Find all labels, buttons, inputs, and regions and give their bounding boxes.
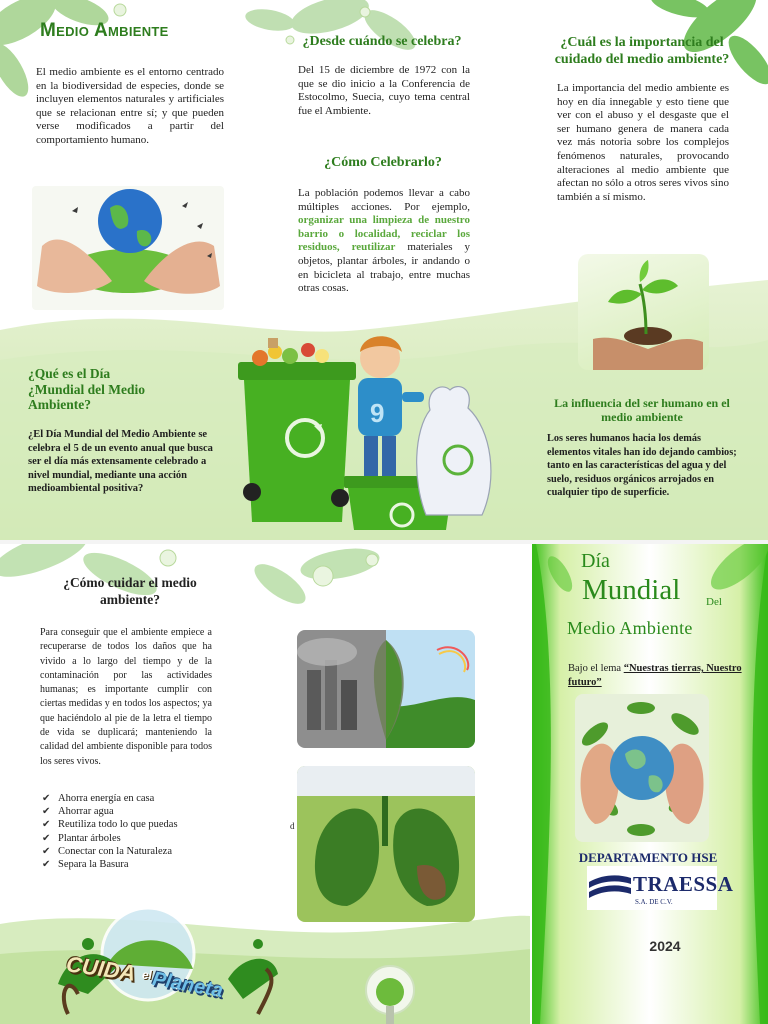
check-icon: ✔ (42, 806, 51, 818)
company-name: TRAESSA (633, 872, 734, 896)
check-icon: ✔ (42, 859, 51, 871)
since-paragraph: Del 15 de diciembre de 1972 con la que se dio inicio a la Conferencia de Estocolmo, Suecia, cuyo tema central fue el Ambiente. (298, 64, 470, 117)
plant-hands-image (578, 254, 709, 370)
check-icon: ✔ (42, 819, 51, 831)
list-item-label: Ahorrar agua (58, 806, 114, 818)
cuida-planeta-badge (66, 952, 246, 1022)
hands-earth-image (575, 694, 709, 842)
pollution-vs-nature-image (297, 630, 475, 748)
list-item (40, 805, 240, 818)
cover-year: 2024 (649, 938, 681, 954)
importance-paragraph: La importancia del medio ambiente es hoy en día innegable y esto tiene que ver con el abuso y el desgaste que el ser humano genera de manera cada vez más notoria sobre los complejos fenómenos naturales, provocando alteraciones al medio ambiente que afectan no sólo a otros seres vivos sino también a sí mismo. (557, 82, 729, 203)
svg-text:9: 9 (370, 398, 385, 428)
lightbulb-icon (362, 962, 418, 1024)
list-item (40, 845, 240, 858)
influence-heading: La influencia del ser humano en el medio ambiente (554, 396, 730, 424)
cover-title-del: Del (706, 596, 722, 608)
department-label: DEPARTAMENTO HSE (578, 850, 718, 865)
care-heading: ¿Cómo cuidar el medio ambiente? (63, 575, 197, 607)
cover-lema-prefix: Bajo el lema (568, 663, 624, 674)
forest-lungs-image (297, 766, 475, 922)
list-item-label: Conectar con la Naturaleza (58, 845, 172, 857)
list-item (40, 858, 240, 871)
company-logo (587, 866, 734, 910)
since-heading: ¿Desde cuándo se celebra? (302, 34, 462, 49)
what-paragraph: ¿El Día Mundial del Medio Ambiente se celebra el 5 de un evento anual que busca ser el día más extensamente celebrado a nivel mundial, mediante una acción medioambiental positiva? (28, 429, 213, 494)
list-item (40, 818, 240, 831)
cover-lema (568, 662, 756, 690)
badge-word-el: el (142, 968, 153, 982)
list-item-label: Separa la Basura (58, 859, 129, 871)
stray-letter: d (290, 821, 295, 831)
list-item-label: Reutiliza todo lo que puedas (58, 819, 178, 831)
list-item-label: Ahorra energía en casa (58, 793, 155, 804)
how-paragraph-start: La población podemos llevar a cabo múltiples acciones. Por ejemplo, (298, 187, 470, 213)
how-paragraph-end: materiales y objetos, plantar árboles, ir andando o en bicicleta al trabajo, entre muchas otras cosas. (298, 241, 470, 295)
list-item (40, 792, 240, 805)
badge-word-planeta: Planeta (150, 967, 225, 1003)
brochure-inside-page (0, 544, 768, 1024)
importance-heading: ¿Cuál es la importancia del cuidado del medio ambiente? (554, 35, 730, 67)
influence-paragraph: Los seres humanos hacia los demás elementos vitales han ido dejando cambios; tanto en las características del agua y del suelo, residuos orgánicos arrojados en cualquier tipo de superficie. (547, 433, 737, 499)
hands-globe-image (32, 186, 224, 310)
page-title: Medio Ambiente (40, 20, 169, 41)
check-icon: ✔ (42, 793, 51, 804)
cover-title-dia: Día (581, 550, 610, 572)
what-heading: ¿Qué es el Día ¿Mundial del Medio Ambiente? (28, 366, 146, 412)
list-item (40, 832, 240, 845)
intro-paragraph: El medio ambiente es el entorno centrado en la biodiversidad de especies, donde se incluyen elementos naturales y artificiales que se relacionan entre sí; y que pueden verse modificados a partir del comportamiento humano. (36, 66, 224, 146)
badge-word-cuida: CUIDA (64, 951, 138, 986)
cover-lema-text: “Nuestras tierras, Nuestro futuro” (568, 663, 742, 688)
how-heading: ¿Cómo Celebrarlo? (324, 155, 442, 170)
recycling-illustration (230, 330, 500, 530)
company-sub: S.A. DE C.V. (635, 898, 673, 906)
cover-title-medio: Medio Ambiente (567, 618, 693, 638)
cover-title-mundial: Mundial (582, 574, 681, 606)
care-paragraph: Para conseguir que el ambiente empiece a recuperarse de todos los daños que ha vivido a lo largo del tiempo y de la contaminación por las actividades humanas; es importante cumplir con ciertas medidas y en todos los aspectos; ya que haciéndolo al pie de la letra el tiempo de vida se duplicará; manteniendo la calidad del ambiente disponible para todos los seres vivos. (40, 627, 212, 767)
check-icon: ✔ (42, 832, 51, 844)
how-paragraph (298, 187, 470, 296)
list-item-label: Plantar árboles (58, 832, 121, 844)
company-logo-mark (589, 870, 631, 906)
care-checklist (40, 792, 240, 871)
how-paragraph-highlight: organizar una limpieza de nuestro barrio o localidad, reciclar los residuos, reutilizar (298, 214, 470, 254)
check-icon: ✔ (42, 845, 51, 857)
